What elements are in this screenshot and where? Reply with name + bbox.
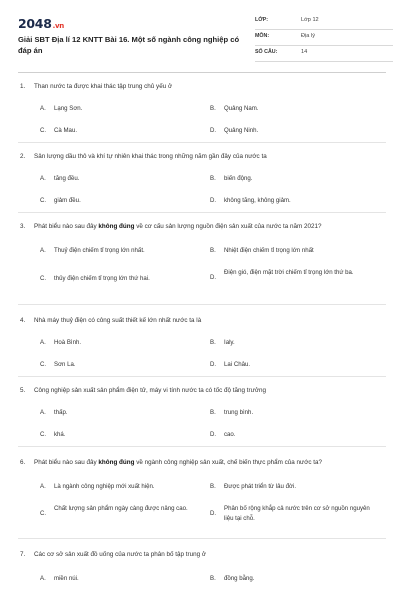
document-meta bbox=[255, 15, 393, 63]
question-7: 7. Các cơ sở sản xuất đồ uống của nước ta phân bố tập trung ở A. miền núi. B. đồng bằng. bbox=[18, 550, 386, 560]
question-text-emphasis: không đúng bbox=[98, 459, 135, 466]
meta-row-class bbox=[255, 15, 393, 30]
option-text: Sơn La. bbox=[54, 361, 76, 368]
option-text: tăng đều. bbox=[54, 175, 80, 182]
option-text: cao. bbox=[224, 431, 236, 438]
question-stem bbox=[18, 82, 386, 92]
meta-row-count bbox=[255, 47, 393, 62]
question-divider bbox=[18, 304, 386, 305]
meta-label: LỚP: bbox=[255, 17, 269, 23]
option-text: Thuỷ điện chiếm tỉ trọng lớn nhất. bbox=[54, 247, 145, 254]
option-text: thủy điện chiếm tỉ trọng lớn thứ hai. bbox=[54, 275, 150, 282]
option-text: đồng bằng. bbox=[224, 575, 255, 582]
logo-suffix: .vn bbox=[52, 22, 64, 30]
option-text: Nhiệt điện chiếm tỉ trọng lớn nhất bbox=[224, 247, 314, 254]
document-header bbox=[18, 12, 388, 74]
question-stem bbox=[18, 458, 386, 468]
question-divider bbox=[18, 446, 386, 447]
logo-main: 2048 bbox=[18, 16, 52, 31]
question-stem bbox=[18, 386, 386, 396]
question-number: 6. bbox=[20, 459, 26, 466]
option-text: Ialy. bbox=[224, 339, 235, 346]
question-divider bbox=[18, 142, 386, 143]
question-text-post: về cơ cấu sản lượng nguồn điện sản xuất của nước ta năm 2021? bbox=[134, 223, 322, 230]
option-text: Quảng Ninh. bbox=[224, 127, 259, 134]
question-number: 7. bbox=[20, 551, 26, 558]
question-stem bbox=[18, 550, 386, 560]
question-text: Nhà máy thuỷ điện có công suất thiết kế lớn nhất nước ta là bbox=[34, 317, 202, 324]
question-6: 6. Phát biểu nào sau đây không đúng về ngành công nghiệp sản xuất, chế biến thực phẩm của nước ta? A. Là ngành công nghiệp mới xuất hiện. B. Được phát triển từ lâu đời. C. Chất lượng sản phẩm ngày càng được nâng cao. D. Phân bố rộng khắp cả nước trên cơ sở nguồn nguyên liệu tại chỗ. bbox=[18, 458, 386, 468]
option-text: Điện gió, điện mặt trời chiếm tỉ trọng lớn thứ ba. bbox=[224, 269, 354, 276]
question-5: 5. Công nghiệp sản xuất sản phẩm điện tử, máy vi tính nước ta có tốc độ tăng trưởng A. thấp. B. trung bình. C. khá. D. cao. bbox=[18, 386, 386, 396]
question-text: Sản lượng dầu thô và khí tự nhiên khai thác trong những năm gần đây của nước ta bbox=[34, 153, 267, 160]
option-text: Lai Châu. bbox=[224, 361, 251, 368]
meta-row-subject bbox=[255, 31, 393, 46]
option-text: Cà Mau. bbox=[54, 127, 78, 134]
question-text-emphasis: không đúng bbox=[98, 223, 135, 230]
meta-value: 14 bbox=[301, 49, 308, 55]
option-text: trung bình. bbox=[224, 409, 254, 416]
question-text: Các cơ sở sản xuất đồ uống của nước ta phân bố tập trung ở bbox=[34, 551, 206, 558]
site-logo[interactable] bbox=[18, 16, 64, 31]
document-title: Giải SBT Địa lí 12 KNTT Bài 16. Một số ngành công nghiệp có đáp án bbox=[18, 35, 240, 55]
option-text: Lạng Sơn. bbox=[54, 105, 83, 112]
question-number: 2. bbox=[20, 153, 26, 160]
question-number: 3. bbox=[20, 223, 26, 230]
meta-label: MÔN: bbox=[255, 33, 270, 39]
meta-value: Lớp 12 bbox=[301, 17, 319, 23]
option-text: khá. bbox=[54, 431, 66, 438]
question-text: Công nghiệp sản xuất sản phẩm điện tử, máy vi tính nước ta có tốc độ tăng trưởng bbox=[34, 387, 266, 394]
option-text: miền núi. bbox=[54, 575, 79, 582]
question-3: 3. Phát biểu nào sau đây không đúng về cơ cấu sản lượng nguồn điện sản xuất của nước ta năm 2021? A. Thuỷ điện chiếm tỉ trọng lớn nhất. B. Nhiệt điện chiếm tỉ trọng lớn nhất C. thủy điện chiếm tỉ trọng lớn thứ hai. D. Điện gió, điện mặt trời chiếm tỉ trọng lớn thứ ba. bbox=[18, 222, 386, 232]
option-text: biến động. bbox=[224, 175, 253, 182]
meta-label: SỐ CÂU: bbox=[255, 49, 278, 55]
question-stem bbox=[18, 152, 386, 162]
question-stem bbox=[18, 316, 386, 326]
option-text: Hoà Bình. bbox=[54, 339, 82, 346]
question-number: 1. bbox=[20, 83, 26, 90]
question-stem bbox=[18, 222, 386, 232]
question-divider bbox=[18, 538, 386, 539]
option-text: Được phát triển từ lâu đời. bbox=[224, 483, 297, 490]
question-1: 1. Than nước ta được khai thác tập trung chủ yếu ở A. Lạng Sơn. B. Quảng Nam. C. Cà Mau. D. Quảng Ninh. bbox=[18, 82, 386, 92]
option-text: không tăng, không giảm. bbox=[224, 197, 291, 204]
option-text: giảm đều. bbox=[54, 197, 81, 204]
question-text-post: về ngành công nghiệp sản xuất, chế biến thực phẩm của nước ta? bbox=[134, 459, 323, 466]
header-divider bbox=[18, 72, 386, 73]
option-text: Phân bố rộng khắp cả nước trên cơ sở nguồn nguyên liệu tại chỗ. bbox=[224, 505, 370, 522]
question-2: 2. Sản lượng dầu thô và khí tự nhiên khai thác trong những năm gần đây của nước ta A. tăng đều. B. biến động. C. giảm đều. D. không tăng, không giảm. bbox=[18, 152, 386, 162]
question-4: 4. Nhà máy thuỷ điện có công suất thiết kế lớn nhất nước ta là A. Hoà Bình. B. Ialy. C. Sơn La. D. Lai Châu. bbox=[18, 316, 386, 326]
option-text: thấp. bbox=[54, 409, 68, 416]
question-number: 5. bbox=[20, 387, 26, 394]
question-number: 4. bbox=[20, 317, 26, 324]
option-text: Là ngành công nghiệp mới xuất hiện. bbox=[54, 483, 155, 490]
question-text-pre: Phát biểu nào sau đây bbox=[34, 459, 99, 466]
question-divider bbox=[18, 376, 386, 377]
question-text: Than nước ta được khai thác tập trung chủ yếu ở bbox=[34, 83, 173, 90]
option-text: Chất lượng sản phẩm ngày càng được nâng cao. bbox=[54, 505, 188, 512]
meta-value: Địa lý bbox=[301, 33, 315, 39]
question-text-pre: Phát biểu nào sau đây bbox=[34, 223, 99, 230]
question-divider bbox=[18, 212, 386, 213]
option-text: Quảng Nam. bbox=[224, 105, 259, 112]
